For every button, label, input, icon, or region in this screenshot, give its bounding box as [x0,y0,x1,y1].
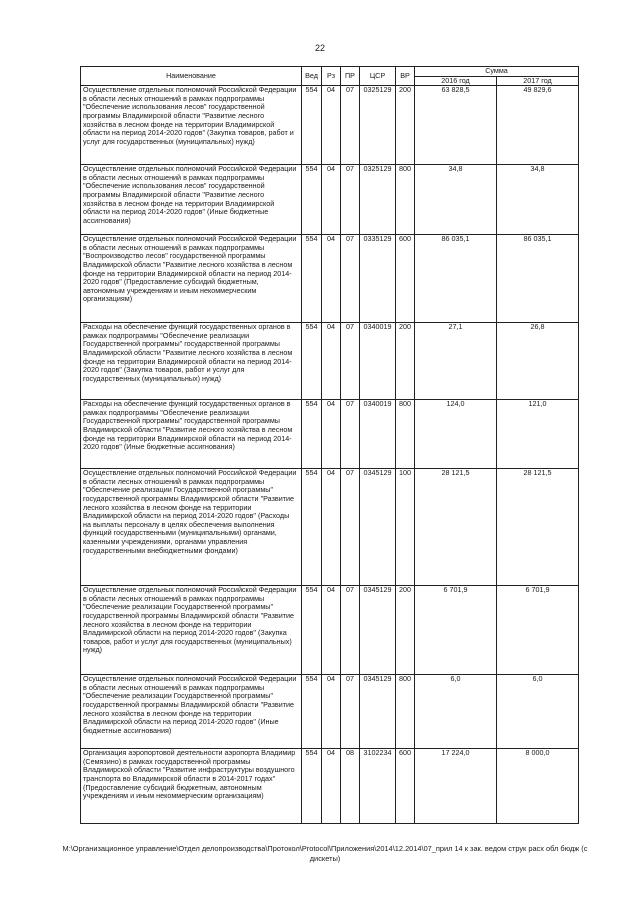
table-row [81,165,579,235]
row-amount-2017: 8 000,0 [497,749,579,824]
row-pr: 08 [341,749,360,824]
row-rz: 04 [322,469,341,586]
row-ved: 554 [302,323,322,400]
table-row [81,86,579,165]
row-vr: 600 [396,235,415,323]
row-name: Организация аэропортовой деятельности аэропорта Владимир (Семязино) в рамках государственной программы Владимирской области "Развитие инфраструктуры воздушного транспорта во Владимирской области в 2014-2017 годах" (Предоставление субсидий бюджетным, автономным учреждениям и иным некоммерческим организациям) [81,749,302,824]
row-csr: 0345129 [360,586,396,675]
header-sum: Сумма [415,67,579,77]
table-row [81,586,579,675]
row-pr: 07 [341,469,360,586]
table-row [81,469,579,586]
header-vr: ВР [396,67,415,86]
row-amount-2017: 6 701,9 [497,586,579,675]
row-amount-2017: 86 035,1 [497,235,579,323]
table-row [81,749,579,824]
row-pr: 07 [341,86,360,165]
row-name: Осуществление отдельных полномочий Российской Федерации в области лесных отношений в рамках подпрограммы "Обеспечение использования лесов" государственной программы Владимирской области "Развитие лесного хозяйства в лесном фонде на территории Владимирской области на период 2014-2020 годов" (Закупка товаров, работ и услуг для государственных (муниципальных) нужд) [81,86,302,165]
row-pr: 07 [341,675,360,749]
row-amount-2016: 34,8 [415,165,497,235]
row-amount-2016: 27,1 [415,323,497,400]
row-csr: 0335129 [360,235,396,323]
row-csr: 0325129 [360,165,396,235]
row-rz: 04 [322,86,341,165]
row-vr: 800 [396,400,415,469]
row-amount-2016: 6 701,9 [415,586,497,675]
row-vr: 800 [396,165,415,235]
row-rz: 04 [322,586,341,675]
header-csr: ЦСР [360,67,396,86]
row-name: Расходы на обеспечение функций государственных органов в рамках подпрограммы "Обеспечение реализации Государственной программы" государственной программы Владимирской области "Развитие лесного хозяйства в лесном фонде на территории Владимирской области на период 2014-2020 годов" (Иные бюджетные ассигнования) [81,400,302,469]
row-amount-2017: 6,0 [497,675,579,749]
header-pr: ПР [341,67,360,86]
row-amount-2016: 63 828,5 [415,86,497,165]
header-year-2016: 2016 год [415,76,497,86]
row-ved: 554 [302,586,322,675]
row-name: Осуществление отдельных полномочий Российской Федерации в области лесных отношений в рамках подпрограммы "Обеспечение реализации Государственной программы" государственной программы Владимирской области "Развитие лесного хозяйства в лесном фонде на территории Владимирской области на период 2014-2020 годов" (Расходы на выплаты персоналу в целях обеспечения выполнения функций государственными (муниципальными) органами, казенными учреждениями, органами управления государственными внебюджетными фондами) [81,469,302,586]
row-amount-2016: 6,0 [415,675,497,749]
row-amount-2017: 34,8 [497,165,579,235]
table-row [81,235,579,323]
row-ved: 554 [302,165,322,235]
row-ved: 554 [302,235,322,323]
row-ved: 554 [302,675,322,749]
row-csr: 3102234 [360,749,396,824]
header-rz: Рз [322,67,341,86]
row-csr: 0345129 [360,469,396,586]
row-vr: 200 [396,586,415,675]
row-vr: 200 [396,323,415,400]
row-pr: 07 [341,400,360,469]
budget-table [80,66,579,824]
row-name: Расходы на обеспечение функций государственных органов в рамках подпрограммы "Обеспечение реализации Государственной программы" государственной программы Владимирской области "Развитие лесного хозяйства в лесном фонде на территории Владимирской области на период 2014-2020 годов" (Закупка товаров, работ и услуг для государственных (муниципальных) нужд) [81,323,302,400]
header-name: Наименование [81,67,302,86]
row-amount-2016: 17 224,0 [415,749,497,824]
row-rz: 04 [322,749,341,824]
row-name: Осуществление отдельных полномочий Российской Федерации в области лесных отношений в рамках подпрограммы "Обеспечение реализации Государственной программы" государственной программы Владимирской области "Развитие лесного хозяйства в лесном фонде на территории Владимирской области на период 2014-2020 годов" (Закупка товаров, работ и услуг для государственных (муниципальных) нужд) [81,586,302,675]
row-amount-2017: 121,0 [497,400,579,469]
header-ved: Вед [302,67,322,86]
header-year-2017: 2017 год [497,76,579,86]
row-name: Осуществление отдельных полномочий Российской Федерации в области лесных отношений в рамках подпрограммы "Обеспечение реализации Государственной программы" государственной программы Владимирской области "Развитие лесного хозяйства в лесном фонде на территории Владимирской области на период 2014-2020 годов" (Иные бюджетные ассигнования) [81,675,302,749]
table-row [81,400,579,469]
row-amount-2016: 28 121,5 [415,469,497,586]
row-csr: 0345129 [360,675,396,749]
row-ved: 554 [302,749,322,824]
row-rz: 04 [322,675,341,749]
row-pr: 07 [341,235,360,323]
file-path-footer: M:\Организационное управление\Отдел делопроизводства\Протокол\Protocol\Приложения\2014\12.2014\07_прил 14 к зак. ведом струк расх обл бюдж (с дискеты) [62,844,588,863]
table-row [81,323,579,400]
row-csr: 0325129 [360,86,396,165]
row-amount-2016: 124,0 [415,400,497,469]
row-name: Осуществление отдельных полномочий Российской Федерации в области лесных отношений в рамках подпрограммы "Обеспечение использования лесов" государственной программы Владимирской области "Развитие лесного хозяйства в лесном фонде на территории Владимирской области на период 2014-2020 годов" (Иные бюджетные ассигнования) [81,165,302,235]
row-rz: 04 [322,400,341,469]
row-pr: 07 [341,165,360,235]
table-row [81,675,579,749]
row-ved: 554 [302,86,322,165]
row-csr: 0340019 [360,400,396,469]
row-amount-2017: 49 829,6 [497,86,579,165]
row-rz: 04 [322,235,341,323]
row-pr: 07 [341,586,360,675]
row-vr: 800 [396,675,415,749]
row-amount-2017: 28 121,5 [497,469,579,586]
row-vr: 600 [396,749,415,824]
row-csr: 0340019 [360,323,396,400]
row-amount-2017: 26,8 [497,323,579,400]
row-vr: 100 [396,469,415,586]
row-ved: 554 [302,469,322,586]
row-vr: 200 [396,86,415,165]
row-name: Осуществление отдельных полномочий Российской Федерации в области лесных отношений в рамках подпрограммы "Воспроизводство лесов" государственной программы Владимирской области "Развитие лесного хозяйства в лесном фонде на территории Владимирской области на период 2014-2020 годов" (Предоставление субсидий бюджетным, автономным учреждениям и иным некоммерческим организациям) [81,235,302,323]
page-number: 22 [314,43,325,53]
row-amount-2016: 86 035,1 [415,235,497,323]
row-ved: 554 [302,400,322,469]
row-pr: 07 [341,323,360,400]
row-rz: 04 [322,323,341,400]
row-rz: 04 [322,165,341,235]
